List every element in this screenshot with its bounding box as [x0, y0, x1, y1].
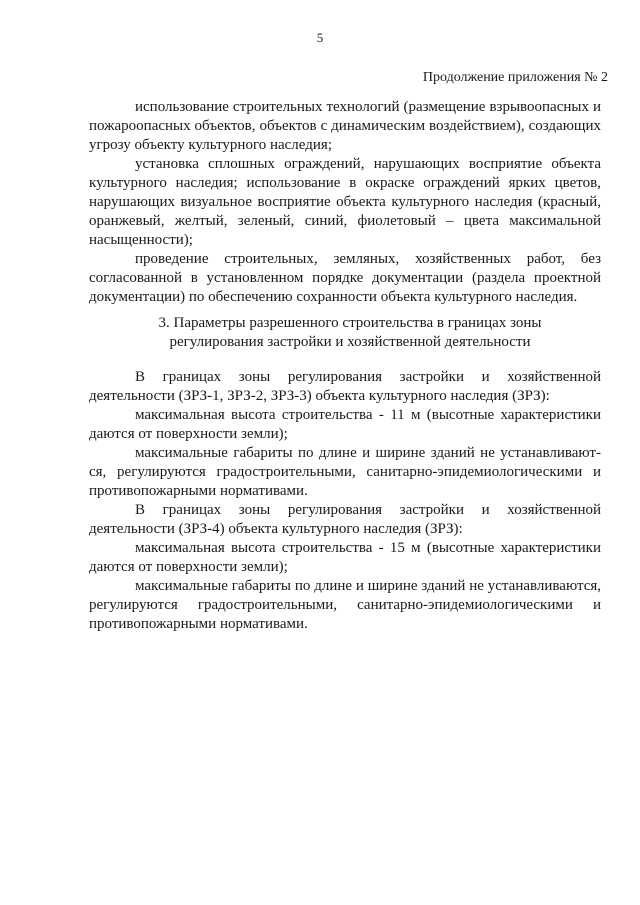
paragraph-unapproved-works: проведение строительных, земляных, хозяйственных работ, без согласованной в установленном порядке документации (раздела проектной документации) по обеспечению сохранности объекта культурного наследия. — [89, 251, 601, 305]
paragraph-zrz-1-3-dimensions: максимальные габариты по длине и ширине зданий не устанавливают-ся, регулируются градостроительными, санитарно-эпидемиологическими и противопожарными нормативами. — [89, 445, 601, 499]
section-3-heading: 3. Параметры разрешенного строительства в границах зоны регулирования застройки и хозяйственной деятельности — [158, 315, 542, 350]
page-number: 5 — [316, 30, 324, 45]
paragraph-zrz-1-3-max-height: максимальная высота строительства - 11 м (высотные характеристики даются от поверхности земли); — [89, 407, 601, 442]
paragraph-construction-technologies: использование строительных технологий (размещение взрывоопасных и пожароопасных объектов, объектов с динамическим воздействием), создающих угрозу объекту культурного наследия; — [89, 99, 601, 153]
section-3-body — [89, 368, 601, 634]
paragraph-fences: установка сплошных ограждений, нарушающих восприятие объекта культурного наследия; использование в окраске ограждений ярких цветов, нарушающих визуальное восприятие объекта культурного наследия (красный, оранжевый, желтый, зеленый, синий, фиолетовый – цвета максимальной насыщенности); — [89, 156, 601, 248]
paragraph-zrz-4-dimensions: максимальные габариты по длине и ширине зданий не устанавливаются, регулируются градостроительными, санитарно-эпидемиологическими и противопожарными нормативами. — [89, 578, 601, 632]
paragraph-zrz-4-intro: В границах зоны регулирования застройки и хозяйственной деятельности (ЗРЗ-4) объекта культурного наследия (ЗРЗ): — [89, 502, 601, 537]
appendix-continuation-label: Продолжение приложения № 2 — [422, 70, 608, 85]
intro-restrictions-block — [89, 98, 601, 307]
paragraph-zrz-1-3-intro: В границах зоны регулирования застройки и хозяйственной деятельности (ЗРЗ-1, ЗРЗ-2, ЗРЗ-3) объекта культурного наследия (ЗРЗ): — [89, 369, 601, 404]
paragraph-zrz-4-max-height: максимальная высота строительства - 15 м (высотные характеристики даются от поверхности земли); — [89, 540, 601, 575]
